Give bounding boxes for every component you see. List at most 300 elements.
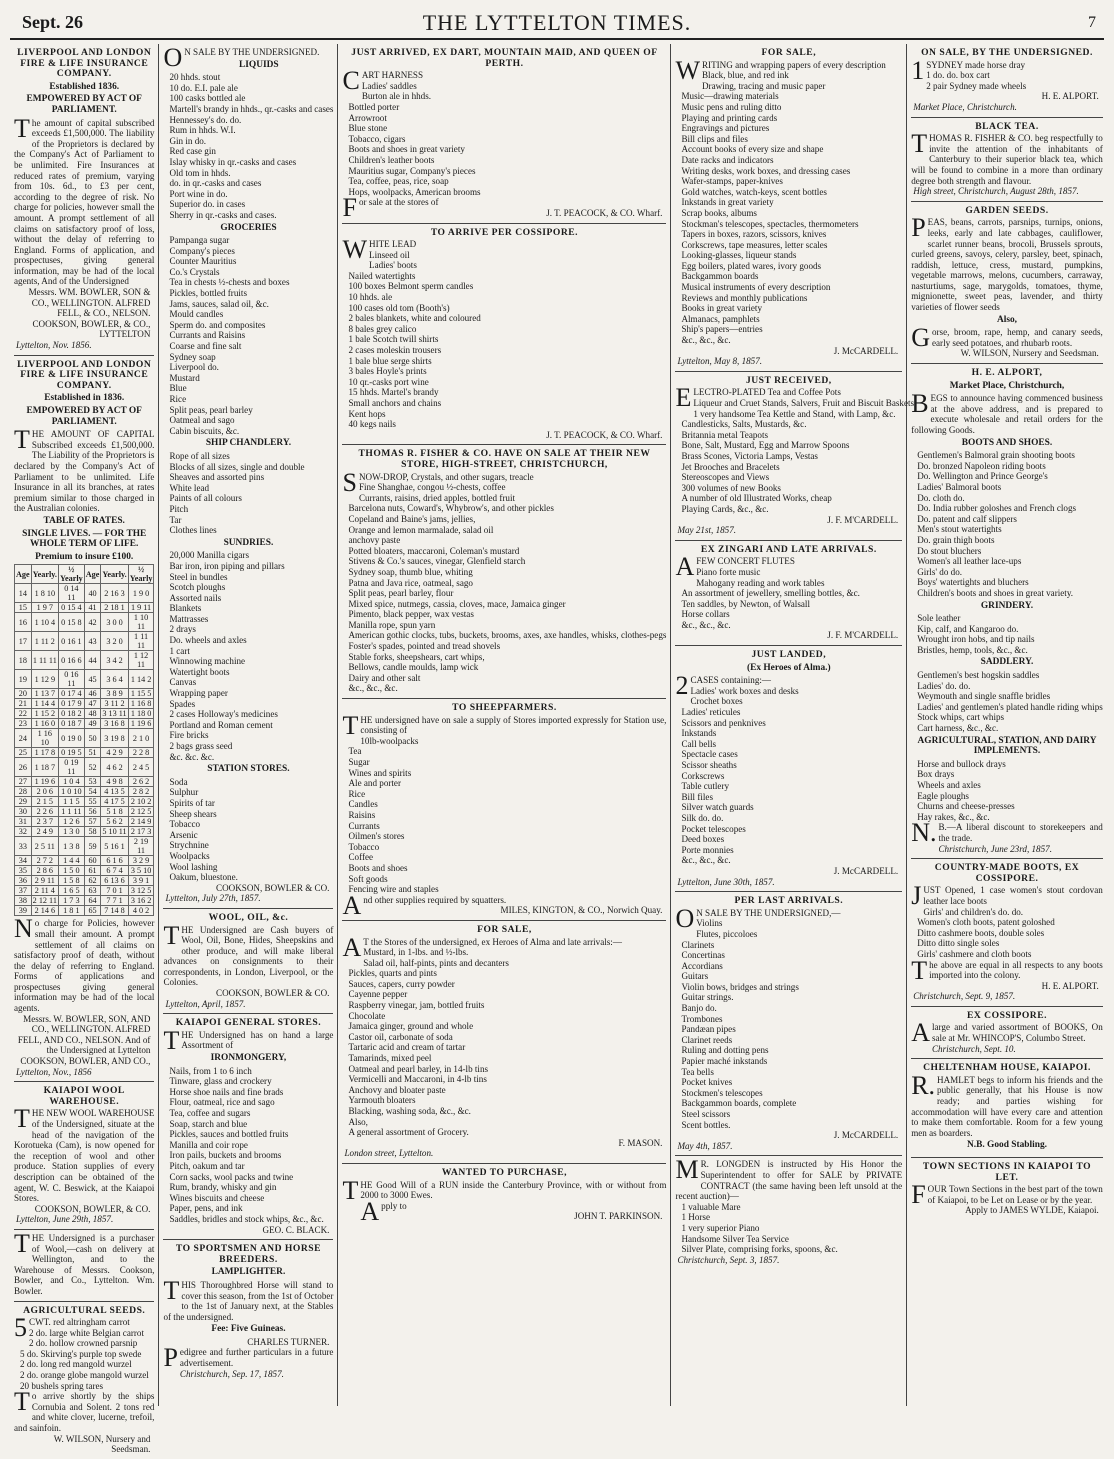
section-title: LIQUIDS <box>239 59 279 70</box>
table-cell: 3 12 5 <box>128 886 154 896</box>
table-row <box>15 613 154 632</box>
list-item: Music—drawing materials <box>681 91 779 102</box>
list-item: Ladies' saddles <box>361 80 417 91</box>
list-item: Children's leather boots <box>348 154 435 165</box>
list-item: Coffee <box>348 852 374 863</box>
newspaper-title: THE LYTTELTON TIMES. <box>422 10 692 35</box>
table-cell: 1 19 6 <box>31 777 58 787</box>
table-row <box>15 758 154 777</box>
table-row <box>15 748 154 758</box>
table-row <box>15 632 154 651</box>
table-cell: 17 <box>15 632 32 651</box>
list-item: Split peas, pearl barley, flour <box>348 588 454 599</box>
list-item: Steel scissors <box>681 1109 731 1119</box>
list-item: 40 kegs nails <box>348 419 396 430</box>
table-cell: 2 16 3 <box>101 584 128 603</box>
table-cell: 2 2 8 <box>128 748 154 758</box>
list-item: Split peas, pearl barley <box>169 404 253 415</box>
table-cell: 6 13 6 <box>101 876 128 886</box>
table-cell: 27 <box>15 777 32 787</box>
table-cell: 59 <box>84 837 101 856</box>
ad-signature: J. T. PEACOCK, & CO. Wharf. <box>546 429 663 440</box>
table-row <box>15 670 154 689</box>
list-item: Britannia metal Teapots <box>681 429 769 440</box>
list-item: Books in great variety <box>681 303 762 314</box>
ad-signature: COOKSON, BOWLER & CO. <box>216 988 330 999</box>
list-item: Ten saddles, by Newton, of Walsall <box>681 598 810 609</box>
list-item: &c., &c., &c. <box>681 619 731 630</box>
ad-body: THE NEW WOOL WAREHOUSE of the Undersigned, situate at the head of the navigation of the Korotueka (Cam), is now opened for the reception of wool and other produce. Station supplies of every description can be obtained of the agent, W. C. Beswick, at the Kaiapoi Stores. <box>14 1104 155 1204</box>
ad-heading: LIVERPOOL AND LONDON FIRE & LIFE INSURANCE COMPANY. <box>17 358 152 391</box>
list-item: 100 cases old tom (Booth's) <box>348 302 450 313</box>
table-cell: 60 <box>84 856 101 866</box>
ad-body: FOUR Town Sections in the best part of the town of Kaiapoi, to be Let on Lease or by the year. <box>911 1180 1103 1210</box>
list-item: Sydney soap <box>169 351 216 362</box>
ad-subheading: Market Place, Christchurch, <box>949 380 1065 391</box>
list-item: Bill files <box>681 791 714 802</box>
list-item: Boots and shoes in great variety <box>348 144 465 155</box>
table-row <box>15 699 154 709</box>
list-item: 8 bales grey calico <box>348 323 417 334</box>
list-item: Handsome Silver Tea Service <box>681 1233 789 1244</box>
list-item: Tea in chests ½-chests and boxes <box>169 277 290 288</box>
list-item: Blue <box>169 383 187 394</box>
list-item: Canvas <box>169 677 197 688</box>
list-item: 1 very superior Piano <box>681 1222 760 1233</box>
ad-body: AFEW CONCERT FLUTES <box>675 552 795 582</box>
section-title: BOOTS AND SHOES. <box>961 437 1053 448</box>
table-cell: 39 <box>15 906 32 916</box>
list-item: Pocket knives <box>681 1077 733 1088</box>
table-cell: 21 <box>15 699 32 709</box>
list-item: Clothes lines <box>169 525 217 536</box>
table-row <box>15 719 154 729</box>
ad-heading: JUST LANDED, <box>751 649 827 661</box>
list-item: Saddles, bridles and stock whips, &c., &c. <box>169 1213 324 1224</box>
list-item: Ladies' reticules <box>681 707 741 718</box>
table-row <box>15 827 154 837</box>
list-item: Pickles, sauces and bottled fruits <box>169 1129 289 1140</box>
table-cell: 1 10 11 <box>128 613 154 632</box>
table-cell: 5 1 8 <box>101 807 128 817</box>
ad-body: Pedigree and further particulars in a future advertisement. <box>163 1343 334 1373</box>
table-row <box>15 729 154 748</box>
ad-body: THE Undersigned is a purchaser of Wool,—cash on delivery at Wellington, and to the Warehouse of Messrs. Cookson, Bowler, and Co., Lyttelton. Wm. Bowler. <box>14 1228 155 1296</box>
table-cell: 0 19 5 <box>58 748 84 758</box>
item-list <box>911 670 1103 734</box>
table-cell: 1 18 7 <box>31 758 58 777</box>
list-item: Writing desks, work boxes, and dressing cases <box>681 165 851 176</box>
list-item: Soap, starch and blue <box>169 1118 248 1129</box>
list-item: 10 do. E.I. pale ale <box>169 82 238 93</box>
ad-body: WRITING and wrapping papers of every description <box>675 55 886 85</box>
table-cell: 35 <box>15 866 32 876</box>
ad-longden-private-contract <box>675 1156 902 1269</box>
table-cell: 3 5 10 <box>128 866 154 876</box>
table-cell: 1 16 0 <box>31 719 58 729</box>
table-header-cell: ½ Yearly <box>129 565 153 584</box>
list-item: Sydney soap, thumb blue, whiting <box>348 566 473 577</box>
table-cell: 2 4 9 <box>31 827 58 837</box>
list-item: Mould candles <box>169 309 224 320</box>
table-cell: 54 <box>84 787 101 797</box>
item-list <box>163 550 333 762</box>
list-item: Accordians <box>681 960 723 971</box>
list-item: Patna and Java rice, oatmeal, sago <box>348 577 473 588</box>
table-cell: 3 2 0 <box>101 632 128 651</box>
ad-signature: F. MASON. <box>618 1137 663 1148</box>
list-item: Manilla and coir rope <box>169 1139 248 1150</box>
item-list <box>163 777 333 883</box>
table-cell: 1 8 1 <box>58 906 84 916</box>
ad-body: THE Undersigned has on hand a large Assortment of <box>163 1025 334 1055</box>
ad-date: May 4th, 1857. <box>677 1140 733 1151</box>
list-item: do. in qr.-casks and cases <box>169 178 262 189</box>
list-item: Arrowroot <box>348 112 387 123</box>
list-item: 1 very handsome Tea Kettle and Stand, with Lamp, &c. <box>693 408 896 419</box>
ad-body: Alarge and varied assortment of BOOKS, On sale at Mr. WHINCOP'S, Columbo Street. <box>911 1018 1103 1048</box>
table-row <box>15 876 154 886</box>
ad-wool-warehouse <box>14 1082 154 1230</box>
list-item: Spectacle cases <box>681 749 738 760</box>
ad-body: The above are equal in all respects to any boots imported into the colony. <box>911 955 1103 985</box>
table-row <box>15 837 154 856</box>
list-item: Pimento, black pepper, wax vestas <box>348 609 474 620</box>
table-cell: 0 16 1 <box>58 632 84 651</box>
list-item: Blocks of all sizes, single and double <box>169 461 305 472</box>
table-cell: 1 14 4 <box>31 699 58 709</box>
table-cell: 19 <box>15 670 32 689</box>
list-item: Backgammon boards, complete <box>681 1098 797 1109</box>
ad-subheading: Established in 1836. <box>44 393 125 404</box>
list-item: Clarinet reeds <box>681 1034 733 1045</box>
list-item: Bottled porter <box>348 101 400 112</box>
list-item: Stivens & Co.'s sauces, vinegar, Glenfield starch <box>348 556 526 567</box>
list-item: Wines biscuits and cheese <box>169 1192 265 1203</box>
list-item: Crochet boxes <box>690 696 743 707</box>
list-item: Linseed oil <box>369 249 410 260</box>
table-cell: 3 19 8 <box>101 729 128 748</box>
list-item: Sherry in qr.-casks and cases. <box>169 209 277 220</box>
list-item: Clarinets <box>681 939 715 950</box>
ad-insurance-2 <box>14 356 154 1083</box>
table-cell: 1 9 0 <box>128 584 154 603</box>
list-item: Ditto ditto single soles <box>917 938 1000 949</box>
list-item: Do. Wellington and Prince George's <box>917 471 1048 482</box>
table-subtitle: SINGLE LIVES. — FOR THE WHOLE TERM OF LIFE. <box>22 528 147 550</box>
list-item: Rum, brandy, whisky and gin <box>169 1182 277 1193</box>
list-item: Pocket telescopes <box>681 823 746 834</box>
list-item: Wheels and axles <box>917 780 981 790</box>
list-item: 2 do. hollow crowned parsnip <box>29 1338 138 1349</box>
list-item: Assorted nails <box>169 592 222 603</box>
table-cell: 47 <box>84 699 101 709</box>
list-item: Yarmouth bloaters <box>348 1095 416 1106</box>
table-cell: 45 <box>84 670 101 689</box>
table-cell: 3 2 9 <box>128 856 154 866</box>
list-item: Pitch <box>169 503 189 514</box>
list-item: Backgammon boards <box>681 271 759 282</box>
ad-heading: KAIAPOI GENERAL STORES. <box>175 1017 322 1029</box>
list-item: 1 bale Scotch twill shirts <box>348 334 439 345</box>
list-item: Fine Shanghae, congou ½-chests, coffee <box>358 482 506 493</box>
list-item: Violins <box>696 918 723 929</box>
list-item: Horse and bullock drays <box>917 758 1006 769</box>
item-list <box>163 235 333 436</box>
table-cell: 2 8 2 <box>128 787 154 797</box>
list-item: Mauritius sugar, Company's pieces <box>348 165 476 176</box>
list-item: Box drays <box>917 769 955 780</box>
table-cell: 3 11 2 <box>101 699 128 709</box>
table-cell: 1 10 4 <box>31 613 58 632</box>
list-item: Spirits of tar <box>169 797 215 808</box>
table-cell: 1 3 0 <box>58 827 84 837</box>
table-cell: 6 1 6 <box>101 856 128 866</box>
list-item: Tinware, glass and crockery <box>169 1076 272 1087</box>
ad-country-made-boots <box>911 859 1103 1007</box>
ad-subheading: Also, <box>996 314 1018 325</box>
list-item: Oakum, bluestone. <box>169 872 238 883</box>
table-cell: 1 9 7 <box>31 603 58 613</box>
table-cell: 64 <box>84 896 101 906</box>
table-cell: 3 8 9 <box>101 689 128 699</box>
ad-heading: EX ZINGARI AND LATE ARRIVALS. <box>700 543 877 555</box>
list-item: Concertinas <box>681 950 725 961</box>
list-item: Engravings and pictures <box>681 123 770 134</box>
ad-heading: H. E. ALPORT, <box>971 367 1043 379</box>
list-item: Ruling and dotting pens <box>681 1045 769 1056</box>
list-item: Vermicelli and Maccaroni, in 4-lb tins <box>348 1074 487 1085</box>
table-cell: 1 0 4 <box>58 777 84 787</box>
list-item: 2 drays <box>169 624 196 635</box>
list-item: Sugar <box>348 757 370 767</box>
column-2 <box>159 44 338 1406</box>
table-header-cell: Age <box>84 565 101 584</box>
list-item: Stockmen's telescopes <box>681 1087 763 1098</box>
list-item: Blankets <box>169 603 202 614</box>
list-item: Ale and porter <box>348 778 401 789</box>
table-cell: 0 19 11 <box>58 758 84 777</box>
list-item: Cart harness, &c., &c. <box>917 723 999 734</box>
ad-fee: Fee: Five Guineas. <box>211 1324 286 1335</box>
list-item: Oatmeal and pearl barley, in 14-lb tins <box>348 1063 489 1074</box>
table-cell: 1 15 2 <box>31 709 58 719</box>
table-cell: 20 <box>15 689 32 699</box>
list-item: American gothic clocks, tubs, buckets, brooms, axes, axe handles, whisks, clothes-pegs <box>348 630 667 641</box>
list-item: Scotch ploughs <box>169 582 226 593</box>
table-cell: 18 <box>15 651 32 670</box>
ad-per-last-arrivals <box>675 892 902 1156</box>
item-list <box>163 451 333 536</box>
list-item: Ladies' and gentlemen's plated handle riding whips <box>917 701 1103 712</box>
list-item: Manilla rope, spun yarn <box>348 619 436 630</box>
item-list <box>911 70 1103 91</box>
item-list <box>342 947 666 1138</box>
list-item: Brass Scones, Victoria Lamps, Vestas <box>681 450 818 461</box>
ad-fisher-new-store <box>342 445 666 699</box>
table-cell: 1 12 11 <box>128 651 154 670</box>
table-cell: 0 16 11 <box>58 670 84 689</box>
list-item: Liqueur and Cruet Stands, Salvers, Fruit and Biscuit Baskets <box>693 398 915 408</box>
list-item: Sheaves and assorted pins <box>169 472 265 483</box>
list-item: Boys' watertights and bluchers <box>917 577 1029 588</box>
list-item: Children's boots and shoes in great variety. <box>917 587 1074 598</box>
list-item: Arsenic <box>169 829 198 840</box>
ad-signature: Apply to JAMES WYLDE, Kaiapoi. <box>965 1205 1099 1216</box>
list-item: Bill clips and files <box>681 133 748 144</box>
table-cell: 2 8 6 <box>31 866 58 876</box>
ad-signature: W. WILSON, Nursery and Seedsman. <box>960 348 1099 359</box>
table-cell: 26 <box>15 758 32 777</box>
table-cell: 1 7 3 <box>58 896 84 906</box>
list-item: Corkscrews, tape measures, letter scales <box>681 239 828 250</box>
list-item: Salad oil, half-pints, pints and decanters <box>363 957 509 968</box>
list-item: Superior do. in cases <box>169 199 246 210</box>
ad-just-arrived-dart <box>342 44 666 224</box>
list-item: Soft goods <box>348 873 388 884</box>
list-item: Oatmeal and sago <box>169 415 235 426</box>
list-item: Sperm do. and composites <box>169 319 266 330</box>
list-item: Sole leather <box>917 613 961 624</box>
table-cell: 5 16 1 <box>101 837 128 856</box>
list-item: Bellows, candle moulds, lamp wick <box>348 662 479 673</box>
list-item: Orange and lemon marmalade, salad oil <box>348 524 494 535</box>
list-item: Scrap books, albums <box>681 207 757 218</box>
ad-date: London street, Lyttelton. <box>344 1148 434 1159</box>
table-row <box>15 651 154 670</box>
ad-heading: GARDEN SEEDS. <box>965 204 1049 216</box>
ad-heading: TO ARRIVE PER COSSIPORE. <box>430 226 579 238</box>
section-title: STATION STORES. <box>207 764 290 775</box>
ad-body: To arrive shortly by the ships Cornubia and Solent. 2 tons red and white clover, lucerne, trefoil, and sainfoin. <box>14 1387 155 1434</box>
table-row <box>15 603 154 613</box>
ad-electro-plated <box>675 372 915 541</box>
ad-insurance-1 <box>14 44 154 356</box>
table-cell: 1 11 2 <box>31 632 58 651</box>
section-list <box>911 438 1103 823</box>
list-item: Chocolate <box>348 1010 386 1021</box>
list-item: Silver watch guards <box>681 802 754 813</box>
list-item: Egg boilers, plated wares, ivory goods <box>681 260 822 271</box>
table-cell: 4 17 5 <box>101 797 128 807</box>
item-list <box>675 398 915 515</box>
table-cell: 15 <box>15 603 32 613</box>
list-item: Playing Cards, &c., &c. <box>681 503 769 514</box>
table-row <box>15 886 154 896</box>
list-item: Hay rakes, &c., &c. <box>917 811 990 822</box>
table-cell: 1 18 0 <box>128 709 154 719</box>
table-cell: 1 11 11 <box>31 651 58 670</box>
table-cell: 2 0 6 <box>31 787 58 797</box>
list-item: Ditto cashmere boots, double soles <box>917 927 1045 938</box>
list-item: Bristles, hemp, tools, &c., &c. <box>917 644 1028 655</box>
list-item: Barcelona nuts, Coward's, Whybrow's, and other pickles <box>348 503 554 514</box>
item-list <box>911 613 1103 655</box>
table-cell: 2 12 11 <box>32 896 57 906</box>
list-item: Counter Mauritius <box>169 256 237 267</box>
ad-heading: JUST ARRIVED, EX DART, MOUNTAIN MAID, AND QUEEN OF PERTH. <box>351 47 658 69</box>
list-item: Do stout bluchers <box>917 545 982 556</box>
list-item: Scissor sheaths <box>681 760 737 770</box>
list-item: Corkscrews <box>681 770 725 781</box>
table-cell: 0 17 9 <box>58 699 84 709</box>
list-item: Company's pieces <box>169 245 235 256</box>
table-cell: 1 19 6 <box>128 719 154 729</box>
list-item: Ship's papers—entries <box>681 324 763 335</box>
ad-signature: GEO. C. BLACK. <box>262 1224 330 1235</box>
list-item: 1 Horse <box>681 1212 710 1223</box>
item-list <box>675 1202 902 1255</box>
list-item: Gold watches, watch-keys, scent bottles <box>681 186 827 197</box>
list-item: Do. India rubber goloshes and French clogs <box>917 503 1077 514</box>
list-item: Playing and printing cards <box>681 112 778 123</box>
table-cell: 2 4 5 <box>128 758 154 777</box>
table-cell: 5 10 11 <box>102 827 127 837</box>
ad-signature: J. T. PEACOCK, & CO. Wharf. <box>546 207 663 218</box>
list-item: Raisins <box>348 809 376 820</box>
list-item: Jet Brooches and Bracelets <box>681 461 780 472</box>
item-list <box>163 72 333 220</box>
list-item: Potted bloaters, maccaroni, Coleman's mustard <box>348 545 520 556</box>
list-item: Call bells <box>681 738 717 749</box>
table-cell: 28 <box>15 787 32 797</box>
list-item: Hennessey's do. do. <box>169 114 242 125</box>
ad-cossipore-arrivals <box>342 224 666 446</box>
table-row <box>15 797 154 807</box>
list-item: Dairy and other salt <box>348 672 421 683</box>
ad-signature: JOHN T. PARKINSON. <box>574 1211 663 1222</box>
rates-body <box>15 584 154 916</box>
ad-heading: TO SPORTSMEN AND HORSE BREEDERS. <box>175 1243 321 1265</box>
list-item: Stock whips, cart whips <box>917 712 1005 723</box>
ad-black-tea <box>911 118 1103 202</box>
list-item: Rice <box>169 394 187 404</box>
item-list <box>675 567 902 631</box>
ad-garden-seeds <box>911 202 1103 364</box>
table-row <box>15 807 154 817</box>
table-cell: 0 15 8 <box>58 613 84 632</box>
list-item: Candlesticks, Salts, Mustards, &c. <box>681 419 807 430</box>
list-item: Sheep shears <box>169 808 217 819</box>
list-item: Flutes, piccoloes <box>696 928 758 939</box>
list-item: Tobacco <box>348 841 380 852</box>
ad-body: AT the Stores of the undersigned, ex Heroes of Alma and late arrivals:— <box>342 932 622 962</box>
table-cell: 1 5 8 <box>58 876 84 886</box>
list-item: Currants, raisins, dried apples, bottled fruit <box>358 492 516 503</box>
table-cell: 41 <box>84 603 101 613</box>
item-list <box>911 907 1103 960</box>
list-item: Tea <box>348 746 362 757</box>
list-item: Silk do. do. <box>681 812 724 823</box>
table-cell: 7 14 8 <box>101 906 128 916</box>
list-item: 15 hhds. Martel's brandy <box>348 387 439 398</box>
list-item: Silver Plate, comprising forks, spoons, &c. <box>681 1244 838 1255</box>
ad-concert-flutes <box>675 541 902 646</box>
list-item: 5 do. Skirving's purple top swede <box>20 1348 142 1359</box>
list-item: Old tom in hhds. <box>169 167 231 178</box>
list-item: Sauces, capers, curry powder <box>348 978 455 989</box>
ad-body: THOMAS R. FISHER & CO. beg respectfully to invite the attention of the inhabitants of Canterbury to their superior black tea, which will be found to combine in a more than ordinary degree both strength and flavour. <box>911 129 1103 186</box>
list-item: Tobacco <box>169 819 201 830</box>
table-cell: 44 <box>84 651 101 670</box>
item-list <box>675 686 902 866</box>
table-cell: 1 13 7 <box>31 689 58 699</box>
list-item: Ladies' do. do. <box>917 680 971 691</box>
table-cell: 48 <box>84 709 101 719</box>
list-item: Do. cloth do. <box>917 492 965 503</box>
list-item: Coarse and fine salt <box>169 341 242 352</box>
table-cell: 1 14 2 <box>128 670 154 689</box>
